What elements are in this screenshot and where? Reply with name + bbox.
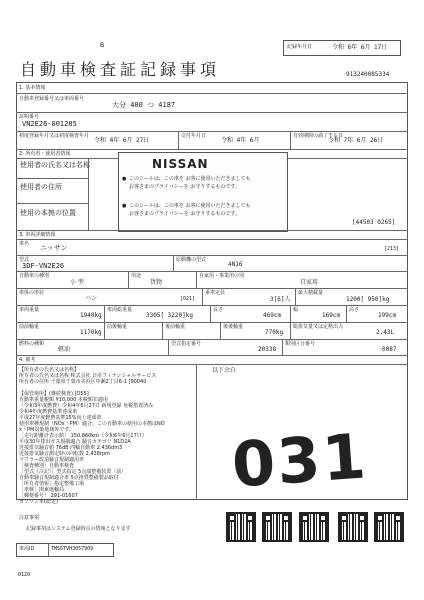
model-label: 型式: [19, 257, 30, 263]
type-no-label: 型式指定番号: [171, 341, 202, 347]
remark-line: ［型式（注記）］型式指定 5点端整備装置（前）: [19, 469, 127, 475]
width-label: 幅: [293, 307, 299, 313]
front-mid-label: 前後軸重: [107, 324, 128, 330]
weight-value: 1940kg: [80, 312, 102, 319]
rear-axle-label: 後後軸重: [223, 324, 244, 330]
purpose-label: 自家用・事業用の別: [199, 273, 245, 279]
vehicle-id-label: 車両ID: [19, 546, 35, 552]
reg-no-label: 自動車登録番号又は車両番号: [19, 96, 85, 102]
user-name-label: 使用者の氏名又は名称: [20, 161, 90, 169]
type-no-value: 20338: [258, 346, 277, 353]
bullet-icon: ●: [122, 203, 127, 209]
remark-line: 自動車騒音規制適合車 5点推奨整備製品取付: [19, 475, 119, 481]
remark-line: 近接排気騒音値 76dB 四輪自動車 2.436dm3: [19, 445, 123, 451]
blank-note: 以下余白: [212, 367, 237, 374]
gross-label: 車両総重量: [107, 307, 133, 313]
notes-text: 記録事項はシステム登録時点の情報となります: [26, 526, 131, 532]
sticker-notice-1a: このシールは、この車を お客に使用いただきましても: [129, 176, 251, 182]
front-axle-label: 前前軸重: [19, 324, 40, 330]
maker-code: [213]: [384, 246, 400, 252]
issue-date-label: 交付年月日: [181, 133, 207, 139]
page-title: 自動車検査証記録事項: [20, 60, 221, 79]
remarks-section-title: 4. 備考: [19, 357, 36, 363]
remark-line: ガソリン車(認定): [19, 499, 58, 505]
remark-line: ［所有者情報］指定整備工場: [19, 481, 85, 487]
remark-line: x・PM対策地域外です。: [19, 427, 74, 433]
remark-line: 平成30年排出ガス規制適合 騒音カテゴリ N1D2A: [19, 439, 131, 445]
record-date-value: 令和 6年 6月 17日: [332, 44, 388, 51]
maker-value: ニッサン: [40, 244, 68, 252]
remark-line: マフラー改造騒音規制適用車: [19, 457, 85, 463]
height-label: 高さ: [349, 307, 360, 313]
document-number: 913240085334: [346, 71, 390, 78]
use-label: 用途: [131, 273, 142, 279]
displacement-label: 総排気量又は定格出力: [293, 324, 344, 330]
qr-code-4: [338, 512, 368, 542]
remark-line: 【所有者の氏名又は名称】: [19, 367, 80, 373]
remark-line: 近接排気騒音測定時の回転数 2,438rpm: [19, 451, 111, 457]
sticker-notice-1b: お客さまのプライバシーを お守りするものです。: [129, 184, 240, 190]
remark-line: ［検査種別］自動車検査: [19, 463, 75, 469]
vehicle-id-value: TMS6TVH3057909: [51, 546, 94, 552]
remark-line: ［郵便番号］ 291-01607: [19, 493, 78, 499]
gross-value: 3305[ 3220]kg: [146, 312, 193, 319]
shape-code: [021]: [180, 296, 196, 302]
user-address-label: 使用者の住所: [20, 183, 62, 191]
capacity-value: 3[6]人: [270, 296, 291, 303]
bullet-icon: ●: [122, 176, 127, 182]
weight-label: 車両重量: [19, 307, 40, 313]
fuel-value: 軽油: [58, 346, 71, 353]
remark-line: ［走行距離計表示値］ 150,860km（令和6年6月17日）: [19, 433, 147, 439]
sticker-notice-2a: このシールは、この車を お客に使用いただきましても: [129, 203, 251, 209]
expiry-label: 有効期間の満了する日: [293, 133, 344, 139]
page-code: 0120: [18, 572, 31, 578]
qr-code-1: [226, 512, 256, 542]
purpose-value: 自家用: [300, 279, 319, 286]
use-value: 貨物: [150, 279, 163, 286]
record-date-label: 記録年月日: [287, 44, 313, 50]
handwritten-number: 031: [229, 419, 370, 502]
rear-axle-value: 770kg: [265, 329, 284, 336]
remark-line: 平成27年度燃費基準15%向上達成車: [19, 415, 102, 421]
kind-value: 小 型: [70, 279, 84, 286]
expiry-value: 令和 7年 6月 26日: [328, 137, 384, 144]
length-label: 長さ: [213, 307, 224, 313]
qr-code-3: [299, 512, 329, 542]
sticker-notice-2b: お客さまのプライバシーを お守りするものです。: [129, 211, 240, 217]
shape-value: バン: [85, 295, 98, 302]
max-load-value: 1200[ 950]kg: [346, 296, 390, 303]
owner-section-title: 2. 所有者・使用者情報: [19, 151, 71, 157]
maker-label: 車名: [19, 241, 30, 247]
cert-no-label: 証明番号: [19, 114, 40, 120]
height-value: 199cm: [378, 312, 397, 319]
basic-section-title: 1. 基本情報: [19, 85, 46, 91]
remark-line: 【保管場所】(継続検査) [O55]: [19, 391, 89, 397]
form-type-mark: B: [100, 42, 105, 49]
notes-label: 注意事項: [19, 515, 40, 521]
remark-line: 令和4年度燃費基準達成車: [19, 409, 78, 415]
qr-code-2: [262, 512, 292, 542]
remark-line: 所有者の住所 千葉県千葉市美浜区中瀬2丁目6-1 [90040: [19, 379, 147, 385]
first-reg-value: 令和 4年 6月 27日: [94, 137, 150, 144]
remark-line: ［車検］関東運輸局: [19, 487, 65, 493]
base-location-label: 使用の本拠の位置: [20, 209, 76, 217]
width-value: 169cm: [322, 312, 341, 319]
remark-line: 使用車種規制（NOx・PM）適合。この自動車の使用の本拠はNO: [19, 421, 165, 427]
nissan-logo: NISSAN: [152, 157, 209, 171]
engine-label: 原動機の型式: [176, 257, 207, 263]
max-load-label: 最大積載量: [298, 290, 324, 296]
first-reg-label: 初度登録年月又は初度検査年月: [19, 133, 90, 139]
class-no-value: 0087: [382, 346, 397, 353]
engine-value: 4N16: [228, 261, 243, 268]
reg-no-value: 大分 400 つ 4187: [112, 101, 176, 109]
remark-line: 所有者の氏名又は名称 株式会社 日産フィナンシャルサービス: [19, 373, 157, 379]
remark-line: 自動車重量税額 ¥10,000 本税額非適用: [19, 397, 108, 403]
vehicle-section-title: 3. 車両詳細情報: [19, 232, 56, 238]
remark-line: （令和3年度燃費）令和4年6月27日 新規登録 免税措置済み: [19, 403, 154, 409]
shape-label: 車体の形状: [19, 290, 45, 296]
kind-label: 自動車の種別: [19, 273, 50, 279]
model-value: 3DF-VN2E26: [22, 262, 65, 270]
length-value: 469cm: [263, 312, 282, 319]
displacement-value: 2.43L: [376, 329, 395, 336]
cert-no-value: VN2E26-001285: [22, 120, 77, 128]
capacity-label: 乗車定員: [205, 290, 226, 296]
fuel-label: 燃料の種類: [19, 341, 45, 347]
rear-front-label: 後前軸重: [165, 324, 186, 330]
owner-code: [44503 0265]: [352, 219, 396, 226]
front-axle-value: 1170kg: [80, 329, 102, 336]
issue-date-value: 令和 4年 6月: [221, 137, 260, 144]
class-no-label: 類別区分番号: [285, 341, 316, 347]
qr-code-5: [374, 512, 404, 542]
